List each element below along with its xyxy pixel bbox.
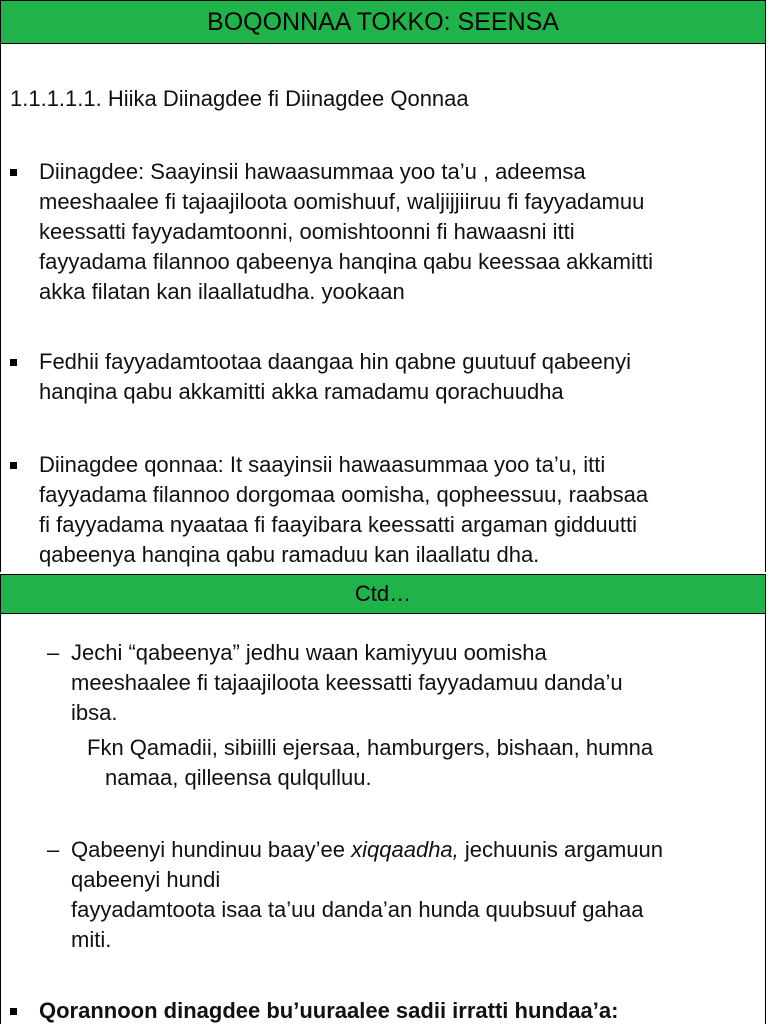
bullet-marker (10, 169, 17, 176)
example-line: namaa, qilleensa qulqulluu. (105, 765, 372, 790)
bullet-line: akka filatan kan ilaallatudha. yookaan (39, 279, 405, 304)
bullet-line: fayyadama filannoo qabeenya hanqina qabu keessaa akkamitti (39, 249, 653, 274)
bullet-line: Qorannoon dinagdee bu’uuraalee sadii irratti hundaa’a: (39, 998, 619, 1023)
bullet-marker (10, 1008, 17, 1015)
bullet-line: hanqina qabu akkamitti akka ramadamu qorachuudha (39, 379, 564, 404)
item-line (71, 835, 761, 865)
dash-item-resource-definition (47, 638, 761, 728)
dash-marker: – (47, 837, 60, 862)
bullet-marker (10, 462, 17, 469)
item-line: miti. (71, 927, 112, 952)
line-text: jechuunis argamuun (458, 837, 664, 862)
slide-2 (0, 574, 766, 1024)
item-line: Jechi “qabeenya” jedhu waan kamiyyuu oomisha (71, 640, 547, 665)
bullet-line: keessatti fayyadamtoonni, oomishtoonni fi hawaasni itti (39, 219, 575, 244)
bullet-definition-economics (39, 157, 761, 307)
bullet-line (39, 157, 761, 187)
slide-title: BOQONNAA TOKKO: SEENSA (1, 0, 765, 44)
bullet-alternative-definition (39, 347, 761, 407)
bullet-line: fayyadama filannoo dorgomaa oomisha, qopheessuu, raabsaa (39, 482, 649, 507)
bullet-line: Fedhii fayyadamtootaa daangaa hin qabne guutuuf qabeenyi (39, 349, 632, 374)
dash-marker: – (47, 640, 60, 665)
item-line: meeshaalee fi tajaajiloota keessatti fayyadamuu danda’u (71, 670, 623, 695)
line-text: yoo ta’u , adeemsa (393, 159, 586, 184)
bold-term: Diinagdee: Saayinsii hawaasummaa (39, 159, 394, 184)
dash-item-scarcity (47, 835, 761, 955)
bullet-economic-foundations (39, 996, 761, 1026)
italic-term: xiqqaadha, (351, 837, 459, 862)
example-line: Fkn Qamadii, sibiilli ejersaa, hamburgers, bishaan, humna (87, 735, 654, 760)
line-text: Qabeenyi hundinuu baay’ee (71, 837, 352, 862)
bullet-agricultural-economics (39, 450, 761, 570)
bold-term: Diinagdee qonnaa: (39, 452, 224, 477)
bullet-line (39, 450, 761, 480)
bullet-line: fi fayyadama nyaataa fi faayibara keessatti argaman gidduutti (39, 512, 638, 537)
line-text: It saayinsii hawaasummaa yoo ta’u, itti (223, 452, 606, 477)
section-heading: 1.1.1.1.1. Hiika Diinagdee fi Diinagdee Qonnaa (10, 86, 469, 111)
item-line: ibsa. (71, 700, 118, 725)
bullet-marker (10, 359, 17, 366)
bullet-line: meeshaalee fi tajaajiloota oomishuuf, waljijjiiruu fi fayyadamuu (39, 189, 645, 214)
slide-title: Ctd… (1, 574, 765, 614)
item-line: fayyadamtoota isaa ta’uu danda’an hunda quubsuuf gahaa (71, 897, 644, 922)
bullet-line: qabeenya hanqina qabu ramaduu kan ilaallatu dha. (39, 542, 540, 567)
item-line: qabeenyi hundi (71, 867, 221, 892)
example-text (87, 733, 757, 793)
